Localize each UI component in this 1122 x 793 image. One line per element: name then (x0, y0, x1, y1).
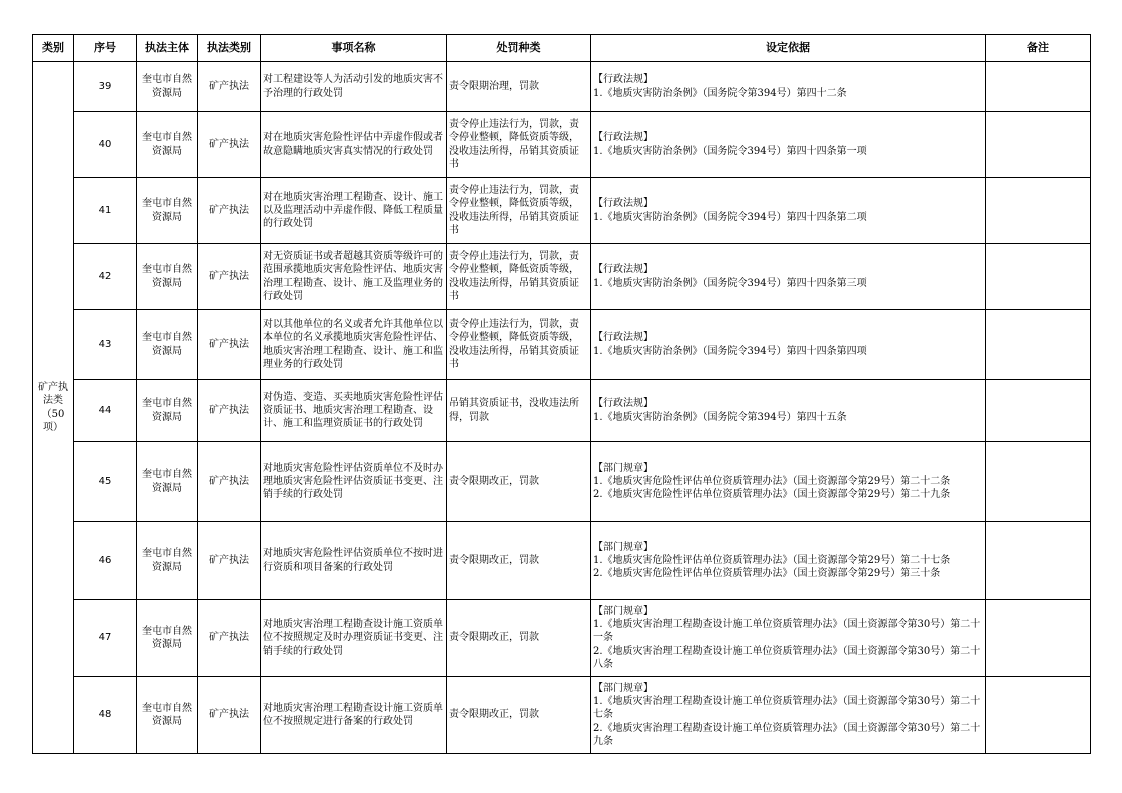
seq-cell: 44 (74, 380, 137, 442)
basis-line: 1.《地质灾害危险性评估单位资质管理办法》（国土资源部令第29号）第二十七条 (593, 554, 951, 566)
law-type-cell: 矿产执法 (198, 380, 261, 442)
subject-cell: 奎屯市自然资源局 (137, 380, 198, 442)
table-row (33, 442, 1091, 522)
basis-line: 2.《地质灾害治理工程勘查设计施工单位资质管理办法》（国土资源部令第30号）第二十九条 (593, 722, 981, 747)
table-row (33, 178, 1091, 244)
subject-cell: 奎屯市自然资源局 (137, 178, 198, 244)
item-cell: 对地质灾害危险性评估资质单位不按时进行资质和项目备案的行政处罚 (261, 522, 447, 600)
basis-cell (591, 380, 986, 442)
basis-line: 1.《地质灾害防治条例》（国务院令394号）第四十四条第二项 (593, 211, 867, 223)
seq-cell: 47 (74, 600, 137, 677)
remark-cell (986, 244, 1091, 310)
basis-cell (591, 442, 986, 522)
basis-heading: 【部门规章】 (593, 541, 653, 553)
remark-cell (986, 112, 1091, 178)
seq-cell: 46 (74, 522, 137, 600)
table-row (33, 600, 1091, 677)
remark-cell (986, 310, 1091, 380)
remark-cell (986, 380, 1091, 442)
remark-cell (986, 442, 1091, 522)
item-cell: 对在地质灾害治理工程勘查、设计、施工以及监理活动中弄虚作假、降低工程质量的行政处罚 (261, 178, 447, 244)
seq-cell: 45 (74, 442, 137, 522)
header-seq: 序号 (74, 35, 137, 62)
law-type-cell: 矿产执法 (198, 522, 261, 600)
basis-cell (591, 112, 986, 178)
subject-cell: 奎屯市自然资源局 (137, 522, 198, 600)
penalty-cell: 责令停止违法行为，罚款，责令停业整顿，降低资质等级，没收违法所得，吊销其资质证书 (447, 310, 591, 380)
remark-cell (986, 522, 1091, 600)
basis-heading: 【行政法规】 (593, 264, 653, 276)
basis-heading: 【部门规章】 (593, 682, 653, 694)
basis-line: 2.《地质灾害危险性评估单位资质管理办法》（国土资源部令第29号）第三十条 (593, 568, 941, 580)
law-type-cell: 矿产执法 (198, 112, 261, 178)
item-cell: 对无资质证书或者超越其资质等级许可的范围承揽地质灾害危险性评估、地质灾害治理工程勘查、设计、施工及监理业务的行政处罚 (261, 244, 447, 310)
basis-heading: 【行政法规】 (593, 74, 653, 86)
basis-heading: 【部门规章】 (593, 605, 653, 617)
basis-line: 2.《地质灾害治理工程勘查设计施工单位资质管理办法》（国土资源部令第30号）第二十八条 (593, 645, 981, 670)
basis-heading: 【行政法规】 (593, 198, 653, 210)
item-cell: 对以其他单位的名义或者允许其他单位以本单位的名义承揽地质灾害危险性评估、地质灾害治理工程勘查、设计、施工和监理业务的行政处罚 (261, 310, 447, 380)
table-row (33, 380, 1091, 442)
header-item: 事项名称 (261, 35, 447, 62)
penalty-cell: 吊销其资质证书，没收违法所得，罚款 (447, 380, 591, 442)
penalty-cell: 责令限期治理，罚款 (447, 62, 591, 112)
subject-cell: 奎屯市自然资源局 (137, 442, 198, 522)
table-body (33, 62, 1091, 754)
penalty-cell: 责令限期改正，罚款 (447, 522, 591, 600)
basis-line: 1.《地质灾害防治条例》（国务院令394号）第四十四条第一项 (593, 145, 867, 157)
penalty-cell: 责令限期改正，罚款 (447, 677, 591, 754)
basis-line: 1.《地质灾害防治条例》（国务院令394号）第四十四条第四项 (593, 345, 867, 357)
item-cell: 对地质灾害危险性评估资质单位不及时办理地质灾害危险性评估资质证书变更、注销手续的行政处罚 (261, 442, 447, 522)
table-row (33, 112, 1091, 178)
table-row (33, 522, 1091, 600)
penalty-cell: 责令停止违法行为，罚款，责令停业整顿，降低资质等级，没收违法所得，吊销其资质证书 (447, 178, 591, 244)
law-type-cell: 矿产执法 (198, 310, 261, 380)
basis-cell (591, 178, 986, 244)
item-cell: 对伪造、变造、买卖地质灾害危险性评估资质证书、地质灾害治理工程勘查、设计、施工和监理资质证书的行政处罚 (261, 380, 447, 442)
basis-heading: 【行政法规】 (593, 398, 653, 410)
law-type-cell: 矿产执法 (198, 244, 261, 310)
law-type-cell: 矿产执法 (198, 178, 261, 244)
subject-cell: 奎屯市自然资源局 (137, 244, 198, 310)
basis-line: 1.《地质灾害治理工程勘查设计施工单位资质管理办法》（国土资源部令第30号）第二十一条 (593, 619, 981, 644)
basis-line: 1.《地质灾害治理工程勘查设计施工单位资质管理办法》（国土资源部令第30号）第二十七条 (593, 696, 981, 721)
item-cell: 对在地质灾害危险性评估中弄虚作假或者故意隐瞒地质灾害真实情况的行政处罚 (261, 112, 447, 178)
remark-cell (986, 178, 1091, 244)
header-subject: 执法主体 (137, 35, 198, 62)
remark-cell (986, 677, 1091, 754)
basis-line: 1.《地质灾害防治条例》（国务院令394号）第四十四条第三项 (593, 277, 867, 289)
item-cell: 对工程建设等人为活动引发的地质灾害不予治理的行政处罚 (261, 62, 447, 112)
subject-cell: 奎屯市自然资源局 (137, 677, 198, 754)
enforcement-table (32, 34, 1091, 754)
category-cell: 矿产执法类（50项） (33, 62, 74, 754)
penalty-cell: 责令停止违法行为，罚款，责令停业整顿，降低资质等级，没收违法所得，吊销其资质证书 (447, 112, 591, 178)
seq-cell: 40 (74, 112, 137, 178)
table-row (33, 310, 1091, 380)
remark-cell (986, 600, 1091, 677)
subject-cell: 奎屯市自然资源局 (137, 62, 198, 112)
seq-cell: 39 (74, 62, 137, 112)
table-row (33, 677, 1091, 754)
penalty-cell: 责令停止违法行为，罚款，责令停业整顿，降低资质等级，没收违法所得，吊销其资质证书 (447, 244, 591, 310)
header-basis: 设定依据 (591, 35, 986, 62)
basis-cell (591, 244, 986, 310)
law-type-cell: 矿产执法 (198, 600, 261, 677)
seq-cell: 43 (74, 310, 137, 380)
seq-cell: 42 (74, 244, 137, 310)
header-row (33, 35, 1091, 62)
penalty-cell: 责令限期改正，罚款 (447, 442, 591, 522)
remark-cell (986, 62, 1091, 112)
basis-line: 2.《地质灾害危险性评估单位资质管理办法》（国土资源部令第29号）第二十九条 (593, 489, 951, 501)
basis-heading: 【行政法规】 (593, 332, 653, 344)
header-remark: 备注 (986, 35, 1091, 62)
basis-cell (591, 522, 986, 600)
item-cell: 对地质灾害治理工程勘查设计施工资质单位不按照规定及时办理资质证书变更、注销手续的行政处罚 (261, 600, 447, 677)
basis-line: 1.《地质灾害危险性评估单位资质管理办法》（国土资源部令第29号）第二十二条 (593, 475, 951, 487)
header-category: 类别 (33, 35, 74, 62)
basis-cell (591, 677, 986, 754)
penalty-cell: 责令限期改正，罚款 (447, 600, 591, 677)
subject-cell: 奎屯市自然资源局 (137, 600, 198, 677)
basis-line: 1.《地质灾害防治条例》（国务院令第394号）第四十五条 (593, 411, 847, 423)
seq-cell: 41 (74, 178, 137, 244)
seq-cell: 48 (74, 677, 137, 754)
basis-cell (591, 600, 986, 677)
basis-heading: 【部门规章】 (593, 462, 653, 474)
header-law-type: 执法类别 (198, 35, 261, 62)
table-row (33, 62, 1091, 112)
law-type-cell: 矿产执法 (198, 62, 261, 112)
law-type-cell: 矿产执法 (198, 677, 261, 754)
subject-cell: 奎屯市自然资源局 (137, 112, 198, 178)
item-cell: 对地质灾害治理工程勘查设计施工资质单位不按照规定进行备案的行政处罚 (261, 677, 447, 754)
table-row (33, 244, 1091, 310)
basis-cell (591, 62, 986, 112)
header-penalty: 处罚种类 (447, 35, 591, 62)
basis-line: 1.《地质灾害防治条例》（国务院令第394号）第四十二条 (593, 87, 847, 99)
basis-cell (591, 310, 986, 380)
subject-cell: 奎屯市自然资源局 (137, 310, 198, 380)
basis-heading: 【行政法规】 (593, 132, 653, 144)
law-type-cell: 矿产执法 (198, 442, 261, 522)
